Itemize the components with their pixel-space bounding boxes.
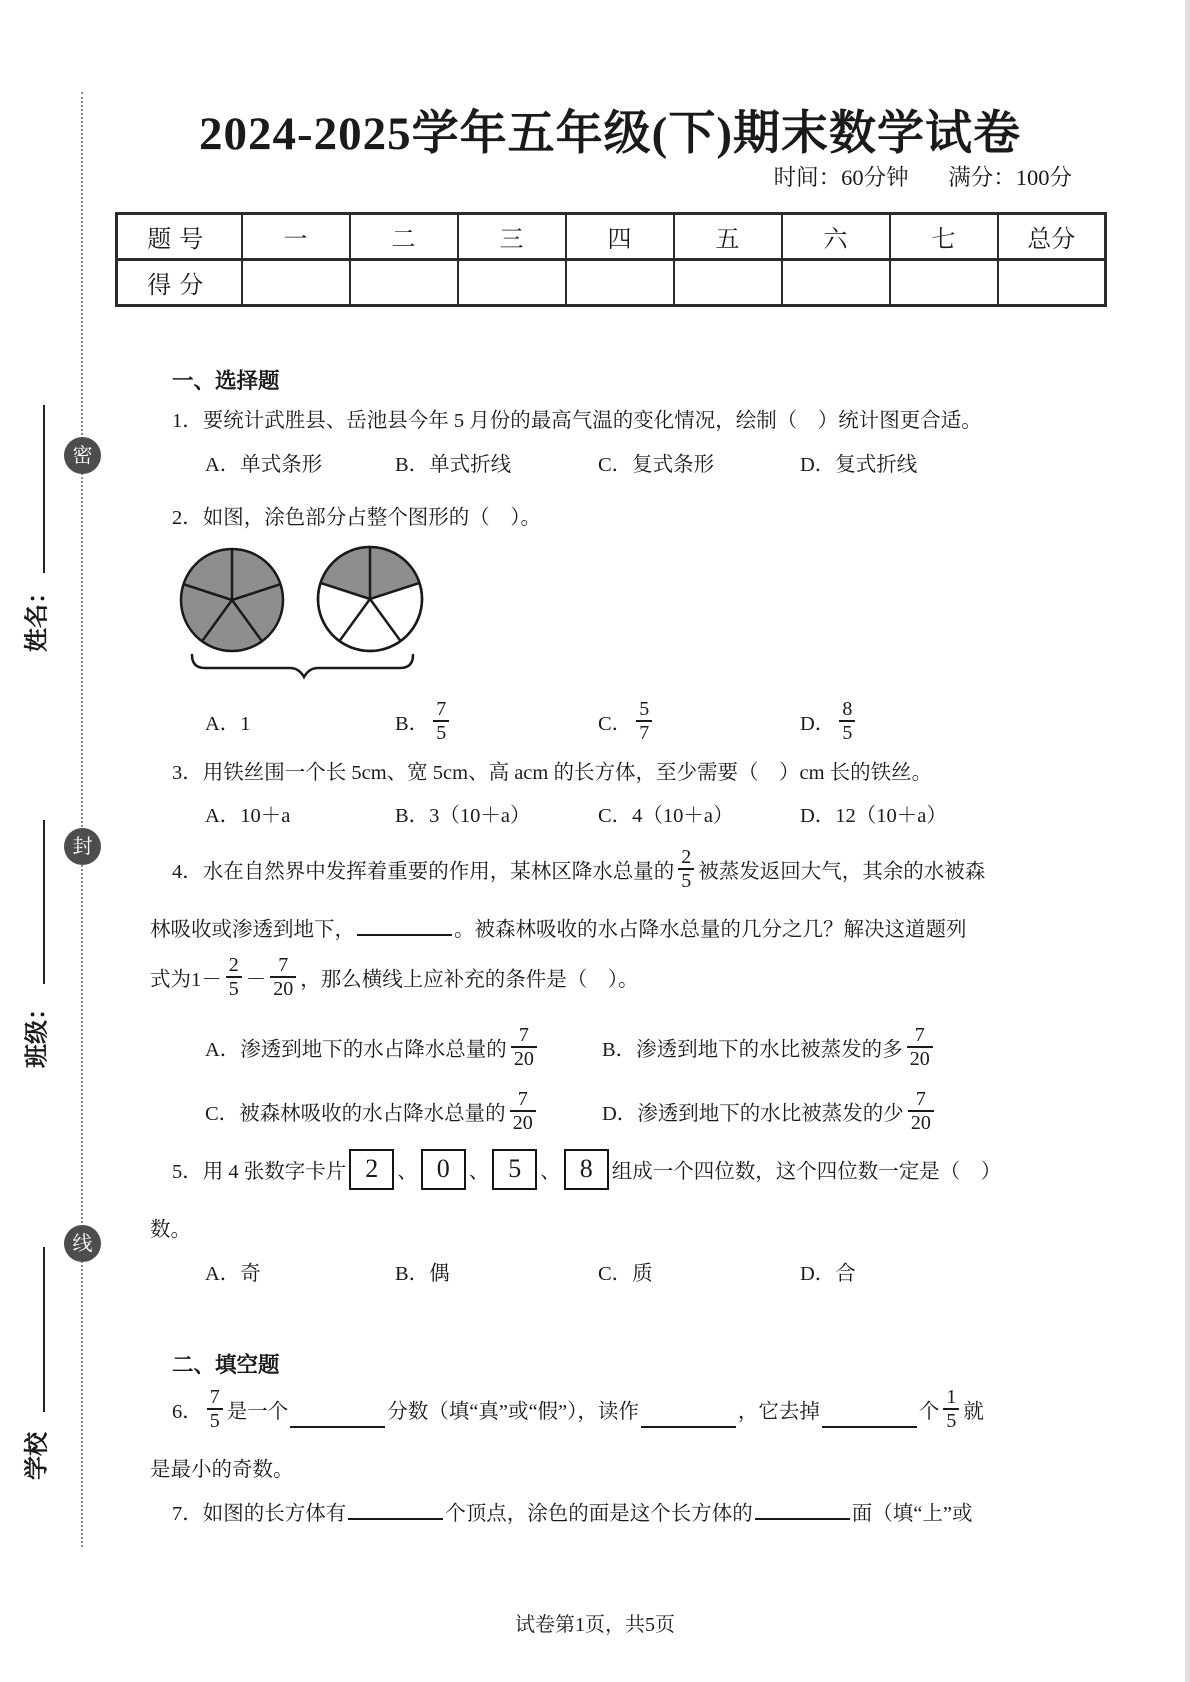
q1-option-b: B．单式折线: [395, 454, 512, 476]
question3-options: [0, 798, 1190, 826]
score-table-cell: 一: [242, 214, 350, 260]
fill-blank: [290, 1406, 385, 1429]
score-empty-cell: [674, 260, 782, 306]
scan-edge-shadow: [1185, 0, 1190, 1682]
fill-blank: [755, 1498, 850, 1521]
score-table-cell: 二: [350, 214, 458, 260]
fill-blank: [348, 1498, 443, 1521]
brace-under-circles: [192, 655, 413, 677]
score-empty-cell: [242, 260, 350, 306]
score-table-cell: 总分: [998, 214, 1106, 260]
q2-option-a: A．1: [205, 713, 251, 735]
section2-heading: 二、填空题: [172, 1353, 280, 1377]
fill-blank: [822, 1406, 917, 1429]
q1-option-d: D．复式折线: [800, 454, 918, 476]
fraction: $\frac{7}{20}$: [511, 1024, 537, 1071]
page-footer: 试卷第1页，共5页: [515, 1614, 675, 1636]
school-label: 学校: [24, 1432, 51, 1480]
question5-line1: 5．用 4 张数字卡片 2 、 0 、 5 、 8 组成一个四位数，这个四位数一定是（ ）: [172, 1146, 1001, 1192]
q4-option-c: C．被森林吸收的水占降水总量的 $\frac{7}{20}$: [205, 1082, 540, 1140]
score-table-cell: 五: [674, 214, 782, 260]
fraction: $\frac{8}{5}$: [839, 698, 855, 745]
q2-option-b: B． $\frac{7}{5}$: [395, 692, 453, 750]
fraction: $\frac{7}{20}$: [907, 1024, 933, 1071]
fraction: $\frac{7}{20}$: [908, 1088, 934, 1135]
question2-options: [0, 692, 1190, 750]
question4-line1: 4．水在自然界中发挥着重要的作用，某林区降水总量的 $\frac{2}{5}$ 被蒸发返回大气，其余的水被森: [172, 845, 986, 892]
fraction: $\frac{7}{20}$: [270, 954, 296, 1001]
q4-option-d: D．渗透到地下的水比被蒸发的少 $\frac{7}{20}$: [602, 1082, 938, 1140]
score-empty-cell: [782, 260, 890, 306]
q2-option-d: D． $\frac{8}{5}$: [800, 692, 859, 750]
fraction: $\frac{1}{5}$: [943, 1386, 959, 1433]
q5-option-d: D．合: [800, 1263, 856, 1285]
digit-card: 0: [421, 1149, 466, 1190]
exam-meta: [774, 160, 1072, 192]
score-table-cell: 六: [782, 214, 890, 260]
score-table-cell: 题号: [117, 214, 242, 260]
seal-char-xian: 线: [64, 1225, 101, 1262]
class-label: 班级：: [24, 996, 51, 1068]
q1-option-c: C．复式条形: [598, 454, 715, 476]
q5-option-b: B．偶: [395, 1263, 450, 1285]
q5-option-a: A．奇: [205, 1263, 261, 1285]
page-title: 2024-2025学年五年级(下)期末数学试卷: [199, 108, 1021, 160]
score-empty-cell: [350, 260, 458, 306]
question7-text: 7．如图的长方体有 个顶点，涂色的面是这个长方体的 面（填“上”或: [172, 1496, 972, 1526]
digit-card: 5: [492, 1149, 537, 1190]
question1-options: [0, 447, 1190, 475]
question1-text: 1．要统计武胜县、岳池县今年 5 月份的最高气温的变化情况，绘制（ ）统计图更合适。: [172, 410, 982, 432]
score-label-cell: 得分: [117, 260, 242, 306]
fraction: $\frac{2}{5}$: [226, 954, 242, 1001]
question4-line2: 林吸收或渗透到地下， 。被森林吸收的水占降水总量的几分之几？解决这道题列: [150, 912, 967, 942]
exam-full-score: 满分：100分: [948, 165, 1072, 190]
q1-option-a: A．单式条形: [205, 454, 323, 476]
fraction: $\frac{7}{20}$: [510, 1088, 536, 1135]
q3-option-d: D．12（10＋a）: [800, 805, 947, 827]
q3-option-c: C．4（10＋a）: [598, 805, 734, 827]
fraction: $\frac{5}{7}$: [636, 698, 652, 745]
score-table: [115, 212, 1107, 307]
question6-line1: 6． $\frac{7}{5}$ 是一个 分数（填“真”或“假”），读作 ，它去掉 个 $\frac{1}{5}$ 就: [172, 1385, 984, 1432]
digit-card: 2: [349, 1149, 394, 1190]
q4-option-b: B．渗透到地下的水比被蒸发的多 $\frac{7}{20}$: [602, 1018, 937, 1076]
question4-line3: 式为1－ $\frac{2}{5}$ － $\frac{7}{20}$ ，那么横线上应补充的条件是（ ）。: [150, 953, 639, 1000]
score-table-cell: 三: [458, 214, 566, 260]
question6-line2: 是最小的奇数。: [150, 1459, 294, 1481]
q3-option-b: B．3（10＋a）: [395, 805, 531, 827]
seal-char-mi: 密: [64, 437, 101, 474]
score-empty-cell: [458, 260, 566, 306]
score-table-cell: 七: [890, 214, 998, 260]
question2-text: 2．如图，涂色部分占整个图形的（ ）。: [172, 507, 541, 529]
question5-options: [0, 1256, 1190, 1284]
q5-option-c: C．质: [598, 1263, 653, 1285]
question5-line2: 数。: [150, 1219, 191, 1241]
fraction-circles-figure: [178, 545, 430, 680]
score-empty-cell: [890, 260, 998, 306]
score-table-score-row: [117, 260, 1106, 306]
question3-text: 3．用铁丝围一个长 5cm、宽 5cm、高 acm 的长方体，至少需要（ ）cm 长的铁丝。: [172, 762, 933, 784]
section1-heading: 一、选择题: [172, 369, 280, 393]
score-table-cell: 四: [566, 214, 674, 260]
question4-options-cd: [0, 1082, 1190, 1140]
fraction: $\frac{7}{5}$: [433, 698, 449, 745]
name-blank-line: [43, 405, 45, 573]
q4-option-a: A．渗透到地下的水占降水总量的 $\frac{7}{20}$: [205, 1018, 541, 1076]
fraction: $\frac{7}{5}$: [207, 1386, 223, 1433]
q3-option-a: A．10＋a: [205, 805, 291, 827]
exam-time: 时间：60分钟: [773, 165, 909, 190]
name-label: 姓名：: [24, 580, 51, 652]
q2-option-c: C． $\frac{5}{7}$: [598, 692, 656, 750]
fill-blank: [357, 914, 452, 937]
digit-card: 8: [564, 1149, 609, 1190]
seal-char-feng: 封: [64, 828, 101, 865]
class-blank-line: [43, 820, 45, 984]
question4-options-ab: [0, 1018, 1190, 1076]
fill-blank: [641, 1406, 736, 1429]
score-empty-cell: [566, 260, 674, 306]
score-empty-cell: [998, 260, 1106, 306]
score-table-header-row: [117, 214, 1106, 260]
fraction: $\frac{2}{5}$: [678, 846, 694, 893]
